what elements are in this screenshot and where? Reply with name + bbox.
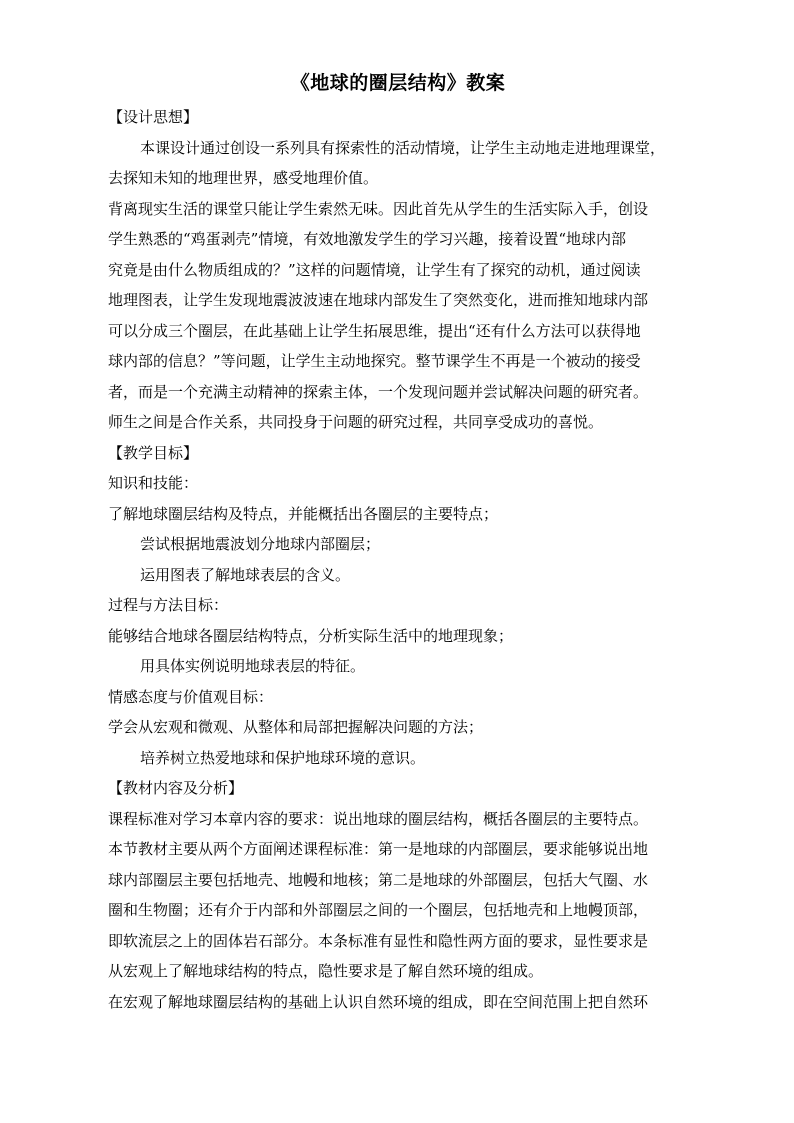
subheading-process: 过程与方法目标： <box>108 596 229 614</box>
paragraph-line: 地理图表，让学生发现地震波波速在地球内部发生了突然变化，进而推知地球内部 <box>108 291 649 309</box>
objective-line: 培养树立热爱地球和保护地球环境的意识。 <box>140 748 426 767</box>
objective-line: 能够结合地球各圈层结构特点，分析实际生活中的地理现象； <box>108 626 514 645</box>
objective-line: 用具体实例说明地球表层的特征。 <box>140 657 366 675</box>
document-title: 《地球的圈层结构》教案 <box>290 72 506 94</box>
paragraph-line: 球内部的信息？”等问题，让学生主动地探究。整节课学生不再是一个被动的接受 <box>108 352 641 370</box>
paragraph-line: 即软流层之上的固体岩石部分。本条标准有显性和隐性两方面的要求，显性要求是 <box>108 931 649 950</box>
paragraph-line: 球内部圈层主要包括地壳、地幔和地核；第二是地球的外部圈层，包括大气圈、水 <box>108 870 649 889</box>
paragraph-line: 课程标准对学习本章内容的要求：说出地球的圈层结构，概括各圈层的主要特点。 <box>108 809 649 828</box>
objective-line: 尝试根据地震波划分地球内部圈层； <box>140 535 381 553</box>
document-text <box>108 102 688 1017</box>
objective-line: 学会从宏观和微观、从整体和局部把握解决问题的方法； <box>108 718 484 736</box>
paragraph-line: 者，而是一个充满主动精神的探索主体，一个发现问题并尝试解决问题的研究者。 <box>108 382 649 401</box>
paragraph-line: 圈和生物圈；还有介于内部和外部圈层之间的一个圈层，包括地壳和上地幔顶部， <box>108 901 649 919</box>
paragraph-line: 去探知未知的地理世界，感受地理价值。 <box>108 169 379 187</box>
objective-line: 了解地球圈层结构及特点，并能概括出各圈层的主要特点； <box>108 504 499 523</box>
paragraph-line: 从宏观上了解地球结构的特点，隐性要求是了解自然环境的组成。 <box>108 962 544 980</box>
paragraph-line: 在宏观了解地球圈层结构的基础上认识自然环境的组成，即在空间范围上把自然环 <box>108 992 649 1011</box>
objective-line: 运用图表了解地球表层的含义。 <box>140 565 351 584</box>
section-heading-materials: 【教材内容及分析】 <box>108 779 244 797</box>
subheading-attitude: 情感态度与价值观目标： <box>108 687 274 706</box>
paragraph-line: 背离现实生活的课堂只能让学生索然无味。因此首先从学生的生活实际入手，创设 <box>108 199 649 218</box>
document-body <box>108 66 688 1017</box>
paragraph-line: 可以分成三个圈层，在此基础上让学生拓展思维，提出“还有什么方法可以获得地 <box>108 321 641 340</box>
section-heading-design: 【设计思想】 <box>108 108 199 126</box>
paragraph-line: 师生之间是合作关系，共同投身于问题的研究过程，共同享受成功的喜悦。 <box>108 413 604 431</box>
paragraph-line: 本节教材主要从两个方面阐述课程标准：第一是地球的内部圈层，要求能够说出地 <box>108 840 649 858</box>
subheading-knowledge: 知识和技能： <box>108 474 199 492</box>
paragraph-line: 学生熟悉的“鸡蛋剥壳”情境，有效地激发学生的学习兴趣，接着设置“地球内部 <box>108 230 627 248</box>
paragraph-line: 本课设计通过创设一系列具有探索性的活动情境，让学生主动地走进地理课堂， <box>140 138 666 157</box>
section-heading-objectives: 【教学目标】 <box>108 443 199 462</box>
paragraph-line: 究竟是由什么物质组成的？”这样的问题情境，让学生有了探究的动机，通过阅读 <box>108 260 641 279</box>
